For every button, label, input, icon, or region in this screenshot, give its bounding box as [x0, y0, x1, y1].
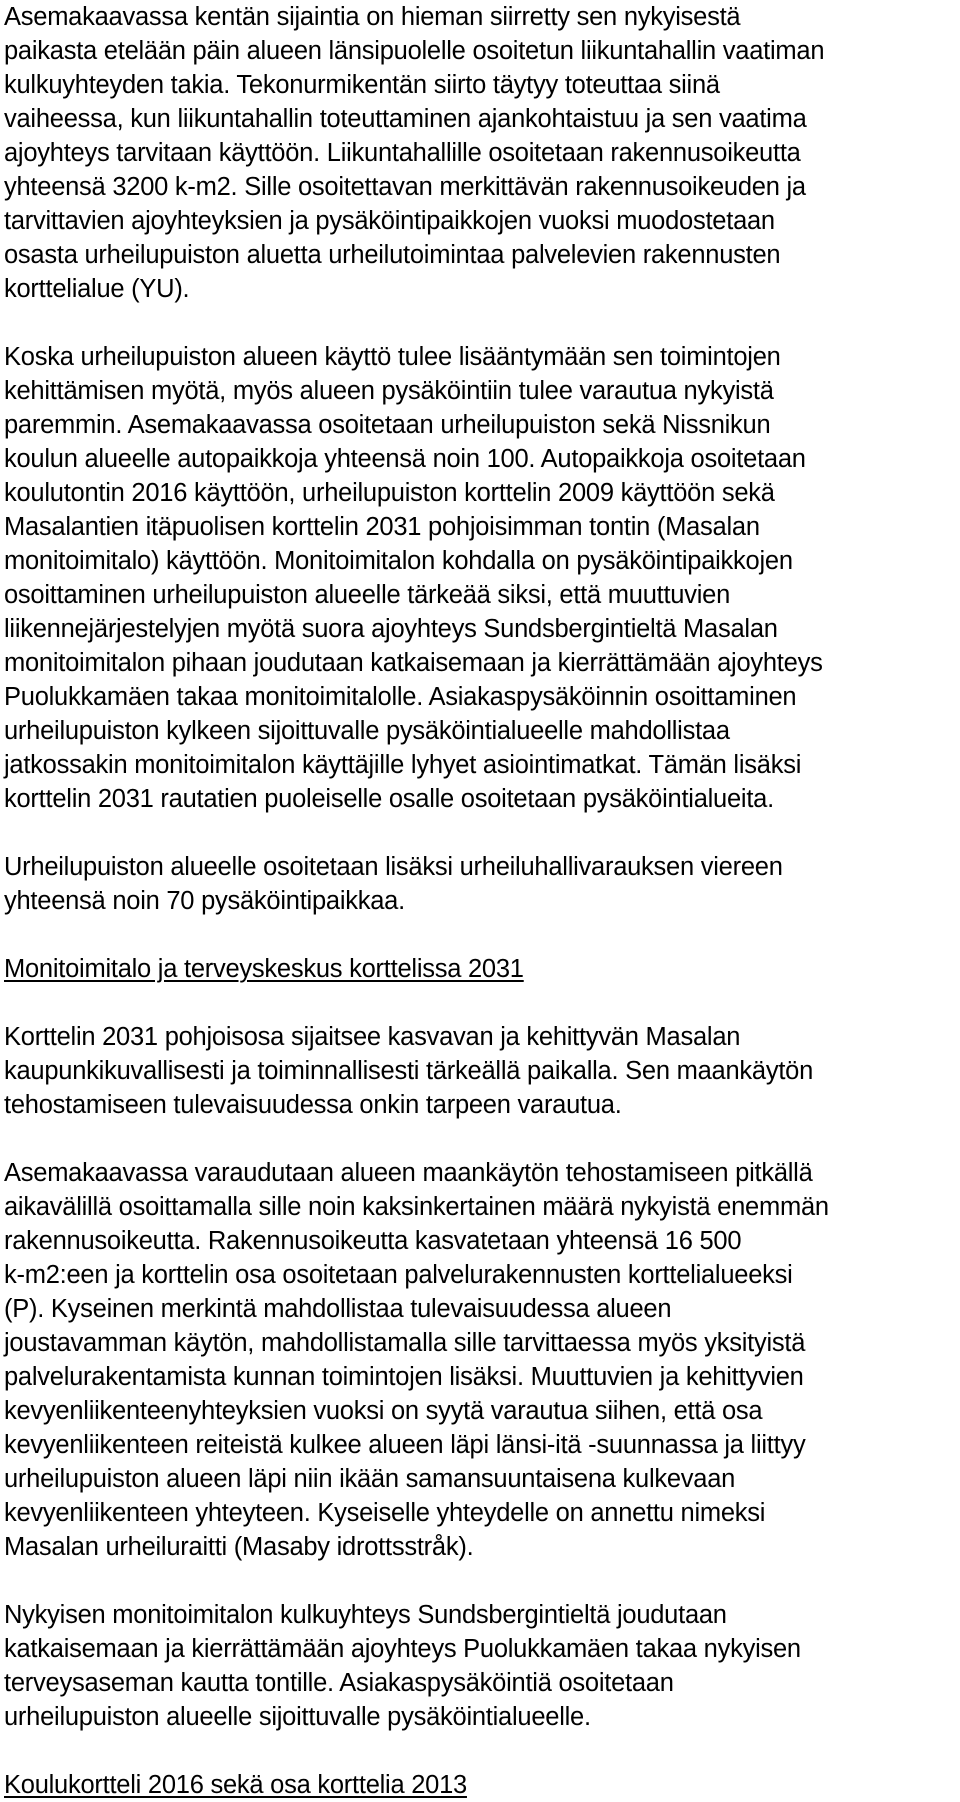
text-line: kehittämisen myötä, myös alueen pysäköintiin tulee varautua nykyistä: [4, 377, 774, 405]
text-line: Asemakaavassa varaudutaan alueen maankäytön tehostamiseen pitkällä: [4, 1159, 813, 1187]
text-line: monitoimitalo) käyttöön. Monitoimitalon kohdalla on pysäköintipaikkojen: [4, 547, 793, 575]
section-paragraph: [4, 1156, 960, 1564]
text-line: Asemakaavassa kentän sijaintia on hieman siirretty sen nykyisestä: [4, 3, 741, 31]
text-line: ajoyhteys tarvitaan käyttöön. Liikuntahallille osoitetaan rakennusoikeutta: [4, 139, 801, 167]
body-paragraph: [4, 340, 960, 816]
text-line: osoittaminen urheilupuiston alueelle tärkeää siksi, että muuttuvien: [4, 581, 731, 609]
text-line: katkaisemaan ja kierrättämään ajoyhteys Puolukkamäen takaa nykyisen: [4, 1635, 801, 1663]
text-line: urheilupuiston alueen läpi niin ikään samansuuntaisena kulkevaan: [4, 1465, 736, 1493]
text-line: koulun alueelle autopaikkoja yhteensä noin 100. Autopaikkoja osoitetaan: [4, 445, 806, 473]
text-line: Masalan urheiluraitti (Masaby idrottsstråk).: [4, 1533, 474, 1561]
text-line: yhteensä 3200 k-m2. Sille osoitettavan merkittävän rakennusoikeuden ja: [4, 173, 806, 201]
text-line: koulutontin 2016 käyttöön, urheilupuiston korttelin 2009 käyttöön sekä: [4, 479, 775, 507]
text-line: (P). Kyseinen merkintä mahdollistaa tulevaisuudessa alueen: [4, 1295, 672, 1323]
text-line: osasta urheilupuiston aluetta urheilutoimintaa palvelevien rakennusten: [4, 241, 781, 269]
text-line: kaupunkikuvallisesti ja toiminnallisesti tärkeällä paikalla. Sen maankäytön: [4, 1057, 814, 1085]
text-line: Puolukkamäen takaa monitoimitalolle. Asiakaspysäköinnin osoittaminen: [4, 683, 797, 711]
text-line: paikasta etelään päin alueen länsipuolelle osoitetun liikuntahallin vaatiman: [4, 37, 825, 65]
text-line: monitoimitalon pihaan joudutaan katkaisemaan ja kierrättämään ajoyhteys: [4, 649, 823, 677]
text-line: Koska urheilupuiston alueen käyttö tulee lisääntymään sen toimintojen: [4, 343, 781, 371]
heading-line: [4, 952, 960, 986]
text-line: urheilupuiston kylkeen sijoittuvalle pysäköintialueelle mahdollistaa: [4, 717, 730, 745]
text-line: kevyenliikenteen yhteyteen. Kyseiselle yhteydelle on annettu nimeksi: [4, 1499, 766, 1527]
section-heading-text: Monitoimitalo ja terveyskeskus korttelissa 2031: [4, 955, 524, 983]
text-line: yhteensä noin 70 pysäköintipaikkaa.: [4, 887, 405, 915]
text-line: paremmin. Asemakaavassa osoitetaan urheilupuiston sekä Nissnikun: [4, 411, 771, 439]
text-line: jatkossakin monitoimitalon käyttäjille lyhyet asiointimatkat. Tämän lisäksi: [4, 751, 802, 779]
text-line: tarvittavien ajoyhteyksien ja pysäköintipaikkojen vuoksi muodostetaan: [4, 207, 775, 235]
section-heading-text: Koulukortteli 2016 sekä osa korttelia 2013: [4, 1771, 467, 1799]
text-line: joustavamman käytön, mahdollistamalla sille tarvittaessa myös yksityistä: [4, 1329, 806, 1357]
text-line: kevyenliikenteen reiteistä kulkee alueen läpi länsi-itä -suunnassa ja liittyy: [4, 1431, 806, 1459]
text-line: rakennusoikeutta. Rakennusoikeutta kasvatetaan yhteensä 16 500: [4, 1227, 742, 1255]
section-heading: [4, 1768, 960, 1802]
section-heading: [4, 952, 960, 986]
text-line: urheilupuiston alueelle sijoittuvalle pysäköintialueelle.: [4, 1703, 591, 1731]
text-line: palvelurakentamista kunnan toimintojen lisäksi. Muuttuvien ja kehittyvien: [4, 1363, 804, 1391]
text-line: korttelialue (YU).: [4, 275, 190, 303]
text-line: tehostamiseen tulevaisuudessa onkin tarpeen varautua.: [4, 1091, 622, 1119]
body-paragraph: [4, 0, 960, 306]
text-line: liikennejärjestelyjen myötä suora ajoyhteys Sundsbergintieltä Masalan: [4, 615, 778, 643]
text-line: kulkuyhteyden takia. Tekonurmikentän siirto täytyy toteuttaa siinä: [4, 71, 720, 99]
body-paragraph: [4, 850, 960, 918]
heading-line: [4, 1768, 960, 1802]
text-line: korttelin 2031 rautatien puoleiselle osalle osoitetaan pysäköintialueita.: [4, 785, 774, 813]
text-line: terveysaseman kautta tontille. Asiakaspysäköintiä osoitetaan: [4, 1669, 674, 1697]
section-paragraph: [4, 1020, 960, 1122]
text-line: kevyenliikenteenyhteyksien vuoksi on syytä varautua siihen, että osa: [4, 1397, 763, 1425]
text-line: Korttelin 2031 pohjoisosa sijaitsee kasvavan ja kehittyvän Masalan: [4, 1023, 741, 1051]
text-line: k-m2:een ja korttelin osa osoitetaan palvelurakennusten korttelialueeksi: [4, 1261, 793, 1289]
text-line: Masalantien itäpuolisen korttelin 2031 pohjoisimman tontin (Masalan: [4, 513, 760, 541]
text-line: Urheilupuiston alueelle osoitetaan lisäksi urheiluhallivarauksen viereen: [4, 853, 783, 881]
text-line: aikavälillä osoittamalla sille noin kaksinkertainen määrä nykyistä enemmän: [4, 1193, 829, 1221]
text-line: Nykyisen monitoimitalon kulkuyhteys Sundsbergintieltä joudutaan: [4, 1601, 727, 1629]
text-line: vaiheessa, kun liikuntahallin toteuttaminen ajankohtaistuu ja sen vaatima: [4, 105, 807, 133]
section-paragraph: [4, 1598, 960, 1734]
